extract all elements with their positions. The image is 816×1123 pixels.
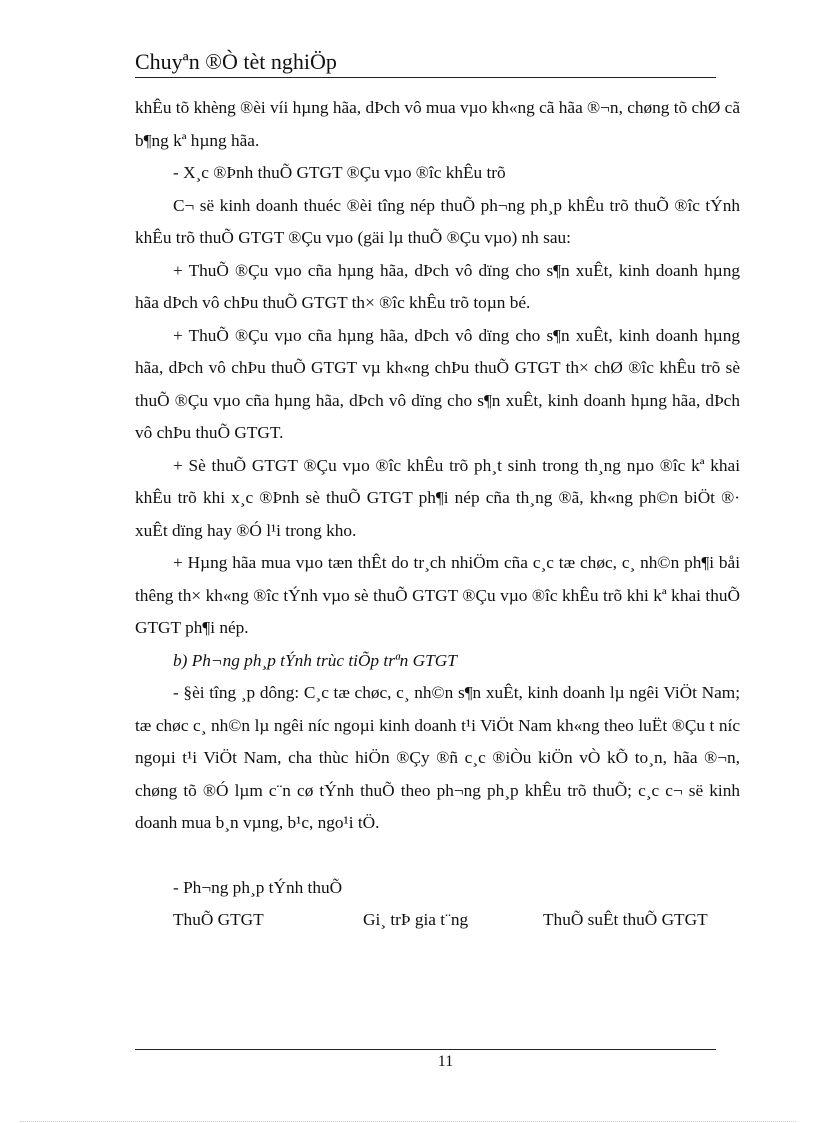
paragraph-applicable-subjects: - §èi tîng ¸p dông: C¸c tæ chøc, c¸ nh©n s¶n xuÊt, kinh doanh lµ ngêi ViÖt Nam; tæ chøc c¸ nh©n lµ ngêi níc ngoµi kinh doanh t¹i ViÖt Nam kh«ng theo luËt ®Çu t níc ngoµi t¹i ViÖt Nam, cha thùc hiÖn ®Çy ®ñ c¸c ®iÒu kiÖn vÒ kÕ to¸n, hãa ®¬n, chøng tõ ®Ó lµm c¨n cø tÝnh thuÕ theo ph¬ng ph¸p khÊu trõ thuÕ; c¸c c¬ së kinh doanh mua b¸n vµng, b¹c, ngo¹i tÖ.	[135, 683, 740, 832]
list-item-monthly-declaration: + Sè thuÕ GTGT ®Çu vµo ®îc khÊu trõ ph¸t sinh trong th¸ng nµo ®îc kª khai khÊu trõ khi x¸c ®Þnh sè thuÕ GTGT ph¶i nép cña th¸ng ®ã, kh«ng ph©n biÖt ®· xuÊt dïng hay ®Ó l¹i trong kho.	[135, 455, 740, 540]
list-item-full-deduction: + ThuÕ ®Çu vµo cña hµng hãa, dÞch vô dïng cho s¶n xuÊt, kinh doanh hµng hãa dÞch vô chÞu thuÕ GTGT th× ®îc khÊu trõ toµn bé.	[135, 260, 740, 312]
blank-line	[135, 840, 740, 872]
list-item-partial-deduction: + ThuÕ ®Çu vµo cña hµng hãa, dÞch vô dïng cho s¶n xuÊt, kinh doanh hµng hãa, dÞch vô chÞu thuÕ GTGT vµ kh«ng chÞu thuÕ GTGT th× chØ ®îc khÊu trõ sè thuÕ ®Çu vµo cña hµng hãa, dÞch vô dïng cho s¶n xuÊt, kinh doanh hµng hãa, dÞch vô chÞu thuÕ GTGT.	[135, 325, 740, 442]
paragraph-continuation: khÊu tõ khèng ®èi víi hµng hãa, dÞch vô mua vµo kh«ng cã hãa ®¬n, chøng tõ chØ cã b¶ng kª hµng hãa.	[135, 98, 740, 150]
subsection-heading-direct-method: b) Ph¬ng ph¸p tÝnh trùc tiÕp trªn GTGT	[173, 650, 457, 670]
formula-term-value-added: Gi¸ trÞ gia t¨ng	[363, 910, 469, 929]
section-heading-calculation-method: - Ph¬ng ph¸p tÝnh thuÕ	[173, 877, 343, 897]
page-body	[135, 92, 740, 937]
paragraph-deduction-intro: C¬ së kinh doanh thuéc ®èi tîng nép thuÕ ph¬ng ph¸p khÊu trõ thuÕ ®îc tÝnh khÊu trõ thuÕ GTGT ®Çu vµo (gäi lµ thuÕ ®Çu vµo) nh sau:	[135, 195, 740, 247]
formula-term-vat-rate: ThuÕ suÊt thuÕ GTGT	[543, 910, 708, 929]
page-number: 11	[437, 1053, 454, 1070]
list-item-lost-goods: + Hµng hãa mua vµo tæn thÊt do tr¸ch nhiÖm cña c¸c tæ chøc, c¸ nh©n ph¶i båi thêng th× kh«ng ®îc tÝnh vµo sè thuÕ GTGT ®Çu vµo ®îc khÊu trõ khi kª khai thuÕ GTGT ph¶i nép.	[135, 553, 740, 637]
vat-formula-row	[173, 904, 740, 937]
header-divider	[135, 77, 716, 78]
section-heading-input-vat: - X¸c ®Þnh thuÕ GTGT ®Çu vµo ®îc khÊu trõ	[173, 163, 506, 182]
running-header-title: Chuyªn ®Ò tèt nghiÖp	[135, 49, 337, 74]
page-bottom-edge	[20, 1121, 796, 1122]
footer-divider	[135, 1049, 716, 1050]
formula-term-vat: ThuÕ GTGT	[173, 910, 264, 929]
